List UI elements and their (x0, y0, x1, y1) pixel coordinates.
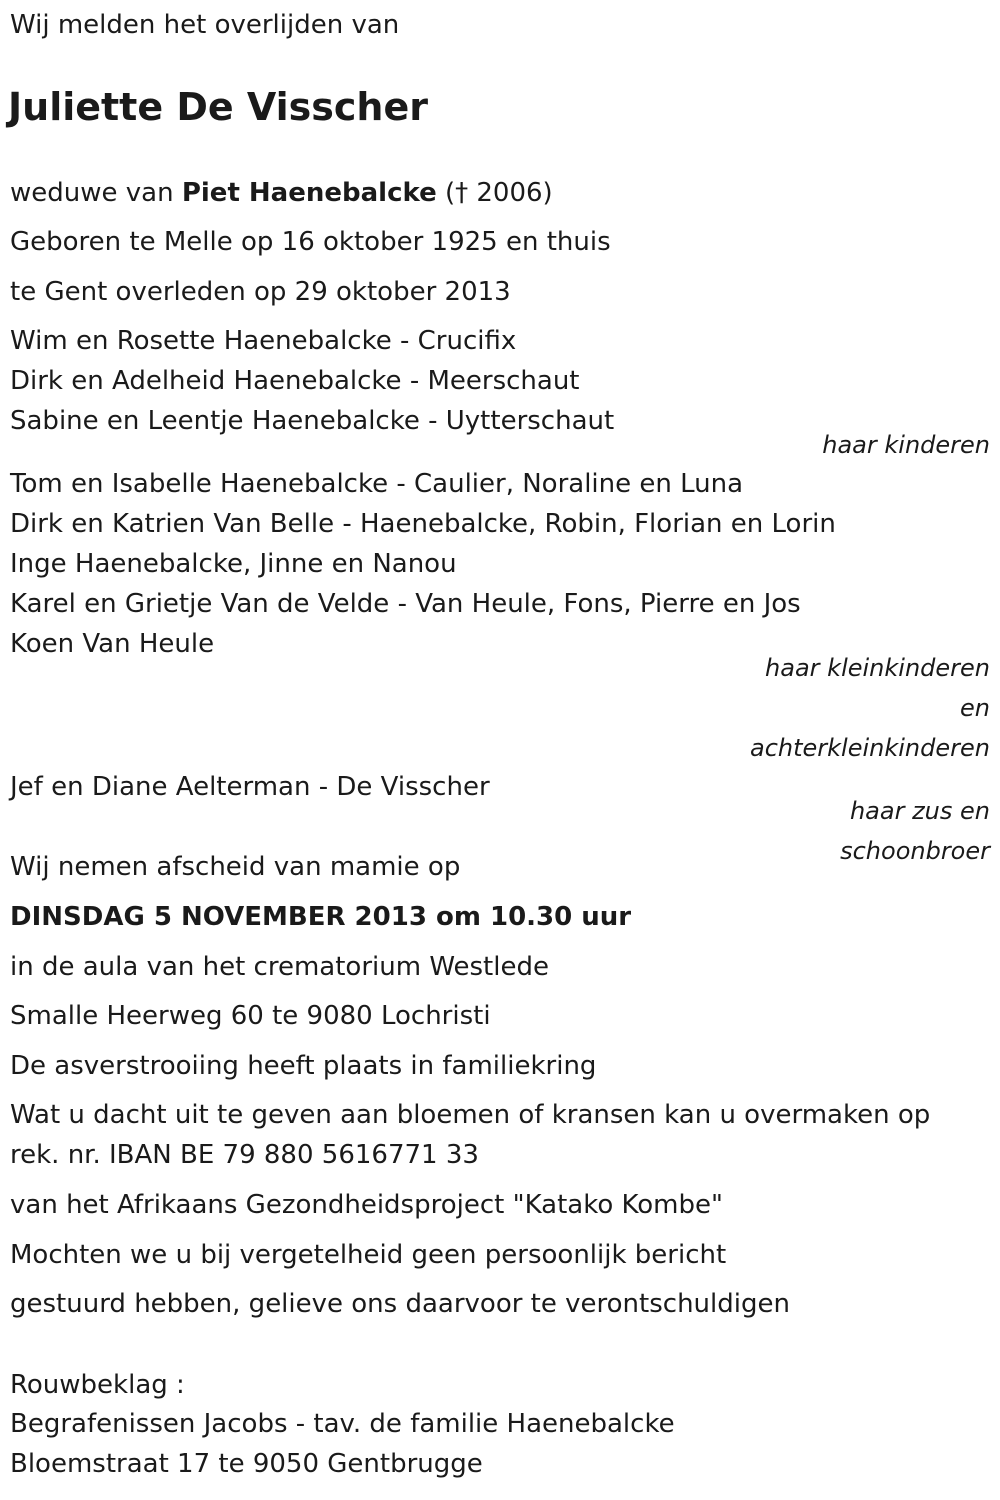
death-line: te Gent overleden op 29 oktober 2013 (10, 277, 511, 307)
funeral-home: Begrafenissen Jacobs - tav. de familie Haenebalcke (10, 1409, 675, 1439)
siblings-role: haar zus en (849, 797, 990, 825)
grandchildren-role: achterkleinkinderen (750, 734, 990, 762)
sibling-name: Jef en Diane Aelterman - De Visscher (10, 772, 490, 802)
birth-line: Geboren te Melle op 16 oktober 1925 en thuis (10, 227, 611, 257)
widow-suffix: († 2006) (436, 178, 553, 208)
grandchild-name: Dirk en Katrien Van Belle - Haenebalcke, Robin, Florian en Lorin (10, 509, 836, 539)
grandchild-name: Tom en Isabelle Haenebalcke - Caulier, Noraline en Luna (10, 469, 744, 499)
widow-line (10, 173, 553, 213)
donation-project: van het Afrikaans Gezondheidsproject "Katako Kombe" (10, 1190, 723, 1220)
widow-prefix: weduwe van (10, 178, 182, 208)
children-role: haar kinderen (822, 431, 990, 459)
donation-account: rek. nr. IBAN BE 79 880 5616771 33 (10, 1140, 479, 1170)
donation-line: Wat u dacht uit te geven aan bloemen of kransen kan u overmaken op (10, 1100, 931, 1130)
apology-line: gestuurd hebben, gelieve ons daarvoor te verontschuldigen (10, 1289, 790, 1319)
spouse-name: Piet Haenebalcke (181, 178, 437, 208)
child-name: Sabine en Leentje Haenebalcke - Uytterschaut (10, 406, 615, 436)
apology-line: Mochten we u bij vergetelheid geen persoonlijk bericht (10, 1240, 727, 1270)
grandchild-name: Koen Van Heule (10, 629, 215, 659)
grandchild-name: Inge Haenebalcke, Jinne en Nanou (10, 549, 457, 579)
farewell-location: in de aula van het crematorium Westlede (10, 952, 549, 982)
farewell-address: Smalle Heerweg 60 te 9080 Lochristi (10, 1001, 491, 1031)
child-name: Wim en Rosette Haenebalcke - Crucifix (10, 326, 517, 356)
condolences-label: Rouwbeklag : (10, 1370, 185, 1400)
grandchildren-role: en (960, 694, 990, 722)
farewell-date: DINSDAG 5 NOVEMBER 2013 om 10.30 uur (10, 902, 632, 932)
funeral-home-address: Bloemstraat 17 te 9050 Gentbrugge (10, 1449, 483, 1479)
child-name: Dirk en Adelheid Haenebalcke - Meerschaut (10, 366, 580, 396)
intro-text: Wij melden het overlijden van (10, 10, 400, 40)
farewell-intro: Wij nemen afscheid van mamie op (10, 852, 461, 882)
siblings-role: schoonbroer (840, 837, 990, 865)
grandchildren-role: haar kleinkinderen (765, 654, 990, 682)
deceased-name: Juliette De Visscher (8, 85, 428, 129)
ashes-line: De asverstrooiing heeft plaats in familiekring (10, 1051, 597, 1081)
grandchild-name: Karel en Grietje Van de Velde - Van Heule, Fons, Pierre en Jos (10, 589, 801, 619)
